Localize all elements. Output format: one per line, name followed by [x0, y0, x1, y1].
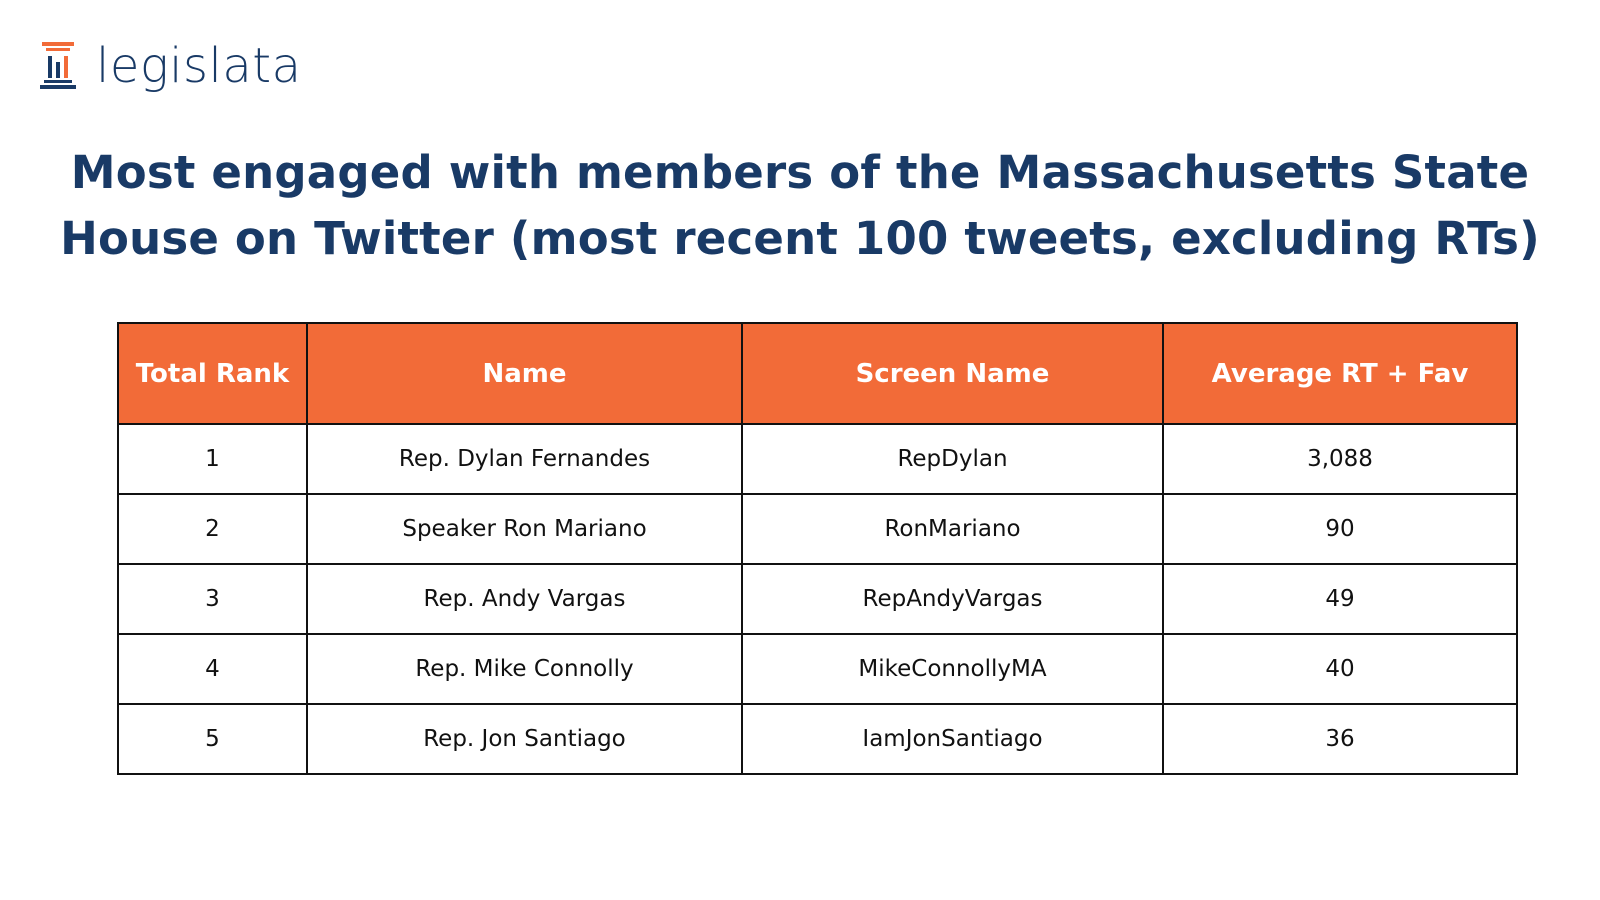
- table-container: [117, 322, 1516, 775]
- cell-rank: 5: [118, 704, 307, 774]
- header-average-rt-fav: Average RT + Fav: [1163, 323, 1517, 424]
- cell-name: Rep. Andy Vargas: [307, 564, 742, 634]
- table-row: [118, 564, 1517, 634]
- cell-average: 49: [1163, 564, 1517, 634]
- cell-rank: 1: [118, 424, 307, 494]
- table-row: [118, 494, 1517, 564]
- header-name: Name: [307, 323, 742, 424]
- cell-name: Rep. Mike Connolly: [307, 634, 742, 704]
- cell-average: 40: [1163, 634, 1517, 704]
- cell-rank: 3: [118, 564, 307, 634]
- cell-screen-name: RonMariano: [742, 494, 1163, 564]
- cell-screen-name: IamJonSantiago: [742, 704, 1163, 774]
- cell-average: 3,088: [1163, 424, 1517, 494]
- table-header-row: [118, 323, 1517, 424]
- cell-rank: 4: [118, 634, 307, 704]
- cell-name: Rep. Dylan Fernandes: [307, 424, 742, 494]
- table-row: [118, 634, 1517, 704]
- cell-name: Speaker Ron Mariano: [307, 494, 742, 564]
- header-screen-name: Screen Name: [742, 323, 1163, 424]
- table-row: [118, 704, 1517, 774]
- cell-screen-name: MikeConnollyMA: [742, 634, 1163, 704]
- pillar-building-icon: [40, 42, 76, 90]
- cell-rank: 2: [118, 494, 307, 564]
- brand-logo: [40, 40, 302, 92]
- cell-screen-name: RepDylan: [742, 424, 1163, 494]
- cell-screen-name: RepAndyVargas: [742, 564, 1163, 634]
- engagement-table: [117, 322, 1518, 775]
- header-total-rank: Total Rank: [118, 323, 307, 424]
- cell-name: Rep. Jon Santiago: [307, 704, 742, 774]
- brand-name: legislata: [96, 38, 302, 94]
- cell-average: 36: [1163, 704, 1517, 774]
- cell-average: 90: [1163, 494, 1517, 564]
- chart-title: Most engaged with members of the Massachusetts State House on Twitter (most recent 100 tweets, excluding RTs): [60, 146, 1540, 265]
- table-row: [118, 424, 1517, 494]
